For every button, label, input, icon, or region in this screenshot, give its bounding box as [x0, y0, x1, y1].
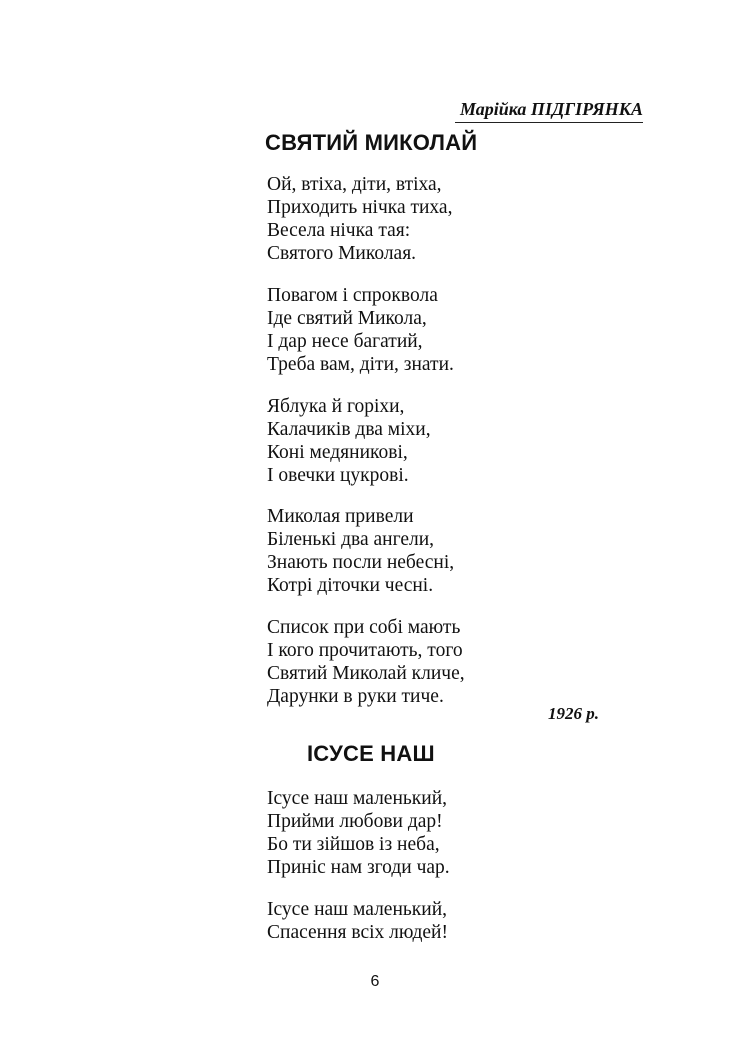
stanza: [267, 505, 454, 597]
verse-line: Приходить нічка тиха,: [267, 197, 453, 218]
poem-title-isuse-nash: ІСУСЕ НАШ: [307, 741, 435, 766]
verse-line: Котрі діточки чесні.: [267, 575, 434, 596]
verse-line: І овечки цукрові.: [267, 465, 409, 486]
verse-line: Список при собі мають: [267, 617, 461, 638]
stanza: [267, 787, 450, 879]
verse-line: Спасення всіх людей!: [267, 922, 448, 943]
verse-line: Треба вам, діти, знати.: [267, 354, 454, 375]
verse-line: Ісусе наш маленький,: [267, 788, 448, 809]
verse-line: Іде святий Микола,: [267, 308, 427, 329]
running-head-author: Марійка ПІДГІРЯНКА: [460, 99, 643, 119]
verse-line: Ісусе наш маленький,: [267, 899, 448, 920]
verse-line: Дарунки в руки тиче.: [267, 686, 444, 707]
verse-line: Прийми любови дар!: [267, 811, 443, 832]
verse-line: Коні медяникові,: [267, 442, 408, 463]
verse-line: Яблука й горіхи,: [267, 396, 405, 417]
verse-line: Святого Миколая.: [267, 243, 417, 264]
verse-line: Бо ти зійшов із неба,: [267, 834, 440, 855]
stanza: [267, 395, 431, 487]
verse-line: Калачиків два міхи,: [267, 419, 431, 440]
verse-line: Знають посли небесні,: [267, 552, 455, 573]
poem-title-sviatyi-mykolai: СВЯТИЙ МИКОЛАЙ: [265, 130, 478, 155]
stanza: [267, 898, 448, 944]
poem-date: 1926 р.: [548, 704, 599, 723]
verse-line: І дар несе багатий,: [267, 331, 423, 352]
verse-line: І кого прочитають, того: [267, 640, 463, 661]
header-rule: [455, 122, 643, 123]
verse-line: Весела нічка тая:: [267, 220, 411, 241]
verse-line: Святий Миколай кличе,: [267, 663, 465, 684]
stanza: [267, 173, 452, 265]
verse-line: Приніс нам згоди чар.: [267, 857, 450, 878]
verse-line: Повагом і спроквола: [267, 285, 438, 306]
page-number: 6: [370, 973, 380, 990]
verse-line: Біленькі два ангели,: [267, 529, 435, 550]
verse-line: Ой, втіха, діти, втіха,: [267, 174, 442, 195]
stanza: [267, 284, 454, 376]
stanza: [267, 616, 465, 708]
verse-line: Миколая привели: [267, 506, 414, 527]
